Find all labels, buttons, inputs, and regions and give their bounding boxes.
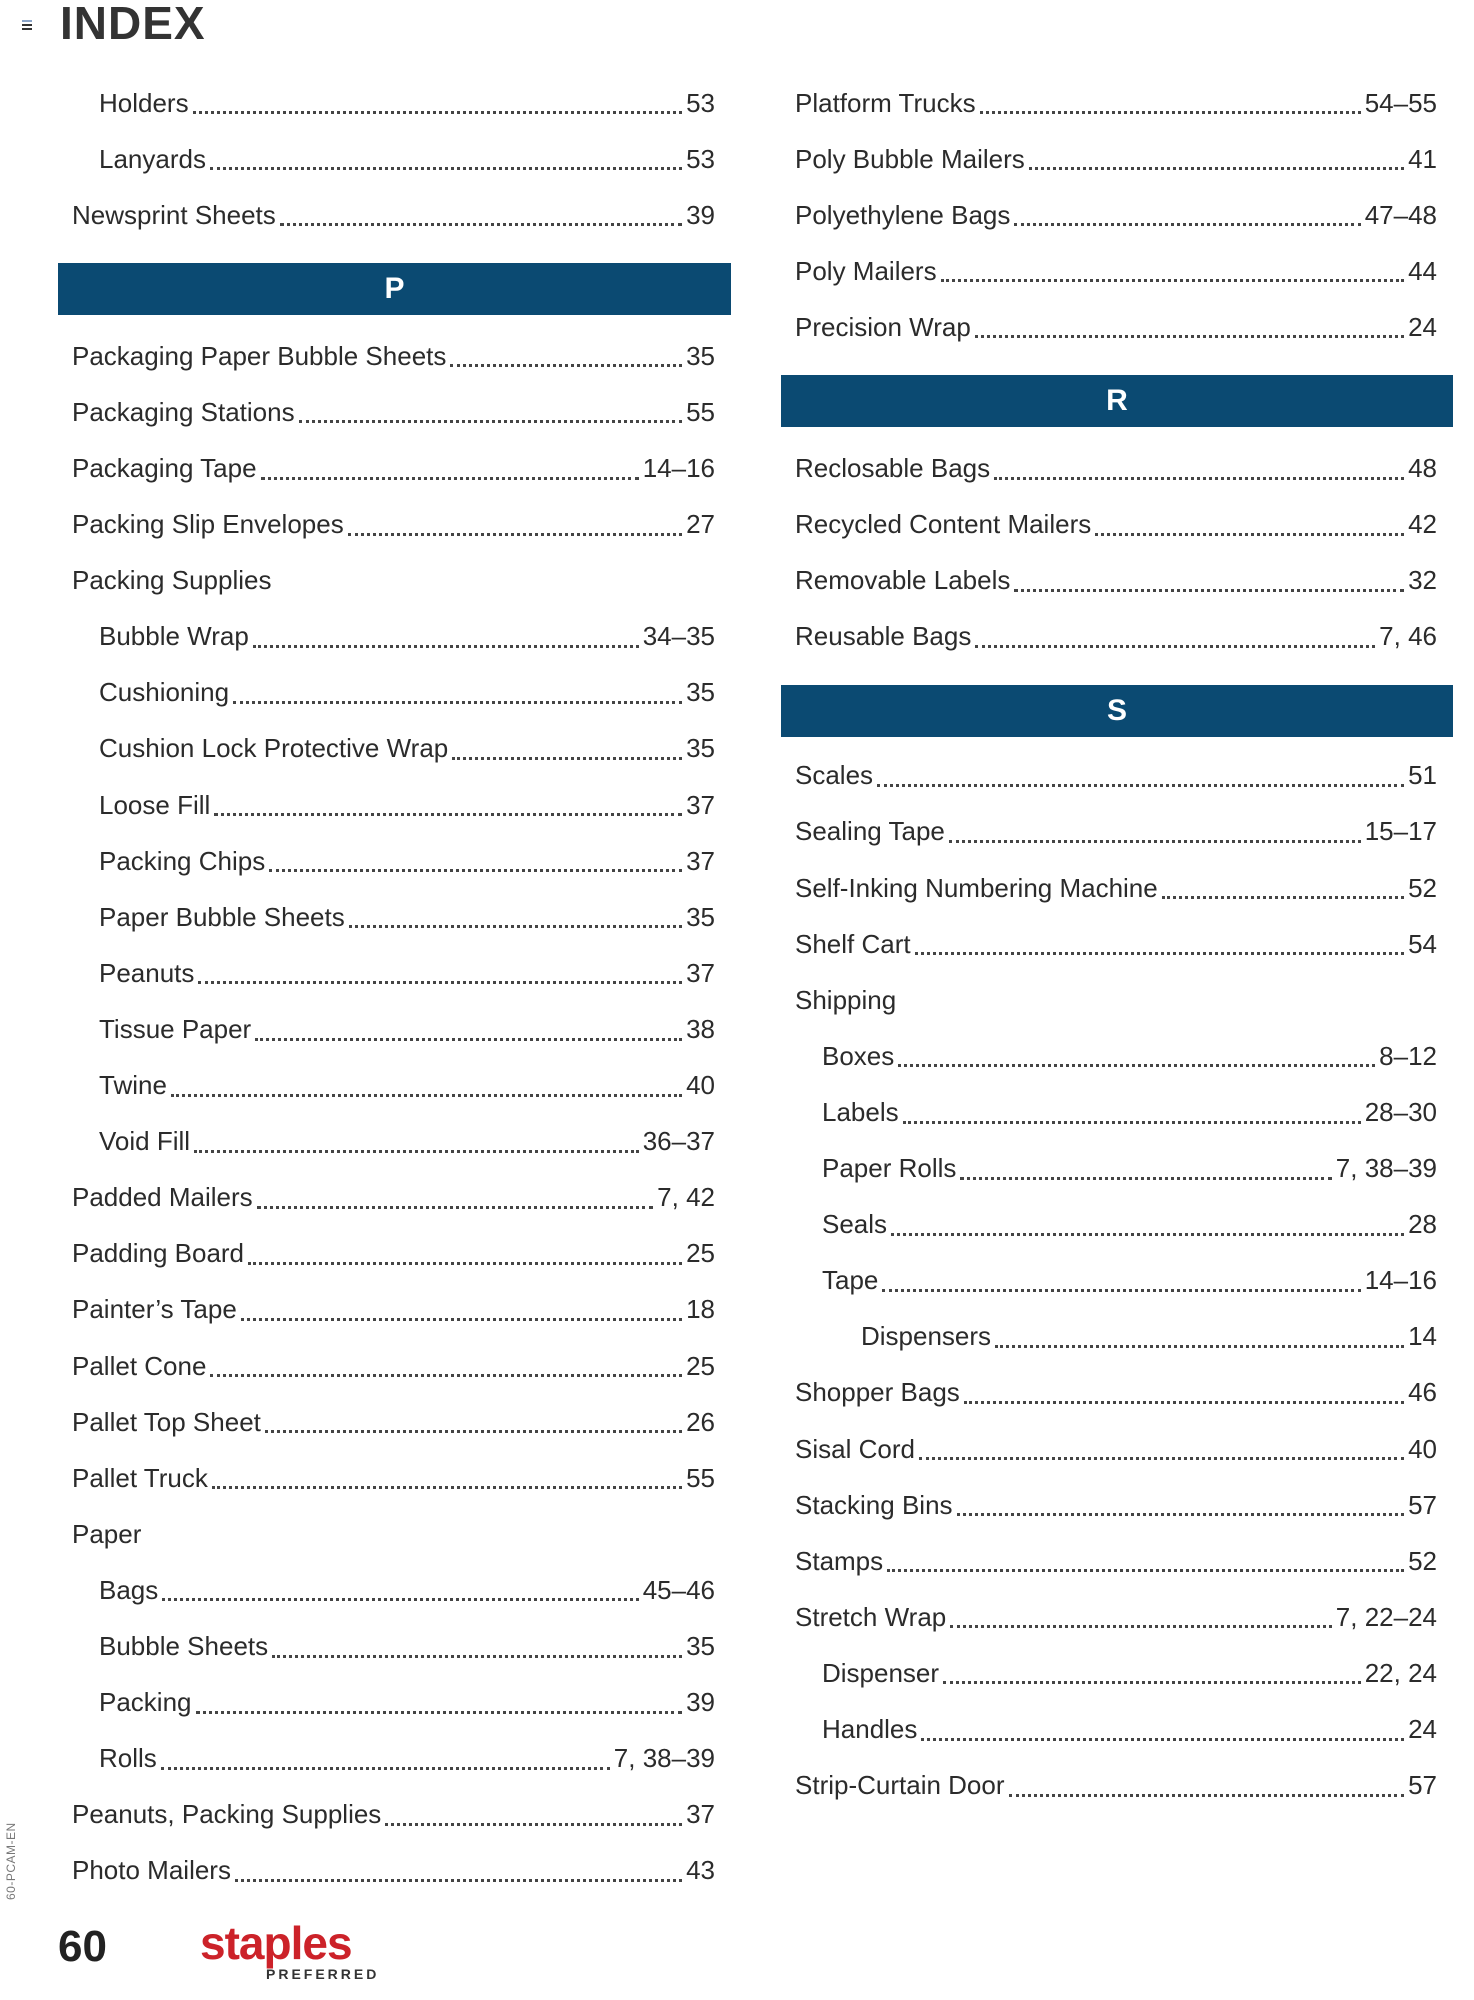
entry-label: Cushioning: [99, 677, 230, 708]
entry-page: 53: [686, 143, 715, 174]
index-column-right: [781, 75, 1453, 1814]
entry-label: Poly Mailers: [795, 255, 937, 286]
index-entry: [781, 972, 1453, 1028]
entry-page: 39: [686, 1687, 715, 1718]
index-entry: [58, 1618, 731, 1674]
index-entry: [58, 1506, 731, 1562]
entry-label: Sisal Cord: [795, 1433, 915, 1464]
entry-page: 7, 46: [1379, 621, 1437, 652]
index-entry: [58, 1114, 731, 1170]
entry-page: 15–17: [1364, 816, 1437, 847]
entry-page: 37: [686, 789, 715, 820]
dot-leader: [950, 1625, 1332, 1628]
entry-label: Packaging Tape: [72, 453, 257, 484]
entry-page: 48: [1408, 453, 1437, 484]
dot-leader: [1014, 223, 1360, 226]
section-header-r: R: [781, 375, 1453, 427]
entry-label: Recycled Content Mailers: [795, 509, 1092, 540]
index-entry: [58, 1394, 731, 1450]
dot-leader: [1095, 533, 1404, 536]
entry-label: Cushion Lock Protective Wrap: [99, 733, 449, 764]
index-entry: [58, 187, 731, 243]
entry-page: 26: [686, 1406, 715, 1437]
entry-label: Lanyards: [99, 143, 206, 174]
dot-leader: [265, 1430, 682, 1433]
entry-page: 24: [1408, 1713, 1437, 1744]
dot-leader: [269, 869, 682, 872]
index-entry: [58, 497, 731, 553]
entry-page: 57: [1408, 1770, 1437, 1801]
index-entry: [58, 889, 731, 945]
dot-leader: [171, 1094, 682, 1097]
entry-label: Shelf Cart: [795, 928, 911, 959]
dot-leader: [964, 1401, 1404, 1404]
entry-page: 28–30: [1364, 1096, 1437, 1127]
entry-page: 14: [1408, 1321, 1437, 1352]
dot-leader: [949, 840, 1361, 843]
index-entry: [58, 384, 731, 440]
dot-leader: [162, 1598, 638, 1601]
entry-label: Strip-Curtain Door: [795, 1770, 1005, 1801]
entry-page: 43: [686, 1855, 715, 1886]
entry-label: Painter’s Tape: [72, 1294, 237, 1325]
index-entry: [781, 1197, 1453, 1253]
dot-leader: [882, 1289, 1360, 1292]
dot-leader: [196, 1711, 683, 1714]
index-entry: [781, 497, 1453, 553]
dot-leader: [877, 784, 1404, 787]
entry-page: 54: [1408, 928, 1437, 959]
entry-label: Packing Supplies: [72, 565, 272, 596]
entry-page: 46: [1408, 1377, 1437, 1408]
entry-page: 27: [686, 509, 715, 540]
entry-label: Photo Mailers: [72, 1855, 231, 1886]
index-entry: [58, 1282, 731, 1338]
entry-page: 45–46: [642, 1574, 715, 1605]
dot-leader: [257, 1206, 654, 1209]
entry-label: Newsprint Sheets: [72, 199, 276, 230]
section-header-p: P: [58, 263, 731, 315]
dot-leader: [193, 111, 682, 114]
dot-leader: [941, 279, 1404, 282]
dot-leader: [233, 701, 682, 704]
entry-page: 54–55: [1364, 87, 1437, 118]
entry-page: 52: [1408, 872, 1437, 903]
entry-label: Labels: [822, 1096, 899, 1127]
entry-label: Peanuts, Packing Supplies: [72, 1799, 382, 1830]
entry-page: 36–37: [642, 1126, 715, 1157]
entry-page: 22, 24: [1364, 1657, 1437, 1688]
dot-leader: [261, 477, 639, 480]
document-code: 60-PCAM-EN: [4, 1822, 18, 1900]
dot-leader: [198, 981, 682, 984]
entry-label: Polyethylene Bags: [795, 199, 1011, 230]
index-entry: [781, 1701, 1453, 1757]
entry-label: Packaging Paper Bubble Sheets: [72, 340, 447, 371]
entry-label: Stacking Bins: [795, 1489, 953, 1520]
entry-label: Pallet Cone: [72, 1350, 207, 1381]
entry-label: Shipping: [795, 984, 897, 1015]
entry-page: 35: [686, 1630, 715, 1661]
entry-label: Bags: [99, 1574, 159, 1605]
entry-label: Reusable Bags: [795, 621, 972, 652]
entry-page: 39: [686, 199, 715, 230]
entry-page: 28: [1408, 1209, 1437, 1240]
entry-label: Scales: [795, 760, 874, 791]
dot-leader: [921, 1738, 1404, 1741]
page-number: 60: [58, 1922, 107, 1971]
entry-page: 41: [1408, 143, 1437, 174]
entry-label: Void Fill: [99, 1126, 191, 1157]
dot-leader: [272, 1655, 682, 1658]
index-entry: [781, 1421, 1453, 1477]
entry-page: 35: [686, 340, 715, 371]
entry-page: 14–16: [642, 453, 715, 484]
dot-leader: [348, 533, 682, 536]
dot-leader: [194, 1150, 639, 1153]
entry-label: Bubble Sheets: [99, 1630, 269, 1661]
index-entry: [781, 1084, 1453, 1140]
index-entry: [781, 187, 1453, 243]
index-entry: [781, 1758, 1453, 1814]
entry-label: Peanuts: [99, 957, 195, 988]
dot-leader: [280, 223, 682, 226]
entry-page: 25: [686, 1238, 715, 1269]
index-entry: [781, 1589, 1453, 1645]
dot-leader: [994, 477, 1404, 480]
entry-label: Paper Bubble Sheets: [99, 901, 345, 932]
dot-leader: [253, 645, 639, 648]
entry-page: 24: [1408, 311, 1437, 342]
index-entry: [781, 243, 1453, 299]
entry-page: 7, 38–39: [1335, 1153, 1437, 1184]
entry-label: Seals: [822, 1209, 888, 1240]
dot-leader: [248, 1262, 682, 1265]
dot-leader: [214, 813, 682, 816]
index-entry: [58, 721, 731, 777]
entry-label: Sealing Tape: [795, 816, 945, 847]
index-entry: [58, 945, 731, 1001]
index-entry: [781, 1365, 1453, 1421]
dot-leader: [161, 1767, 610, 1770]
entry-page: 35: [686, 733, 715, 764]
entry-label: Precision Wrap: [795, 311, 971, 342]
menu-icon[interactable]: [22, 20, 32, 30]
index-entry: [781, 1533, 1453, 1589]
entry-page: 44: [1408, 255, 1437, 286]
index-entry: [58, 1562, 731, 1618]
index-entry: [781, 860, 1453, 916]
entry-label: Packing: [99, 1687, 192, 1718]
dot-leader: [212, 1486, 682, 1489]
dot-leader: [919, 1457, 1404, 1460]
index-entry: [781, 804, 1453, 860]
dot-leader: [450, 364, 682, 367]
entry-label: Bubble Wrap: [99, 621, 249, 652]
index-entry: [58, 75, 731, 131]
index-entry: [781, 1253, 1453, 1309]
dot-leader: [385, 1823, 682, 1826]
entry-label: Reclosable Bags: [795, 453, 991, 484]
entry-label: Rolls: [99, 1743, 157, 1774]
entry-page: 7, 22–24: [1335, 1601, 1437, 1632]
entry-label: Packing Slip Envelopes: [72, 509, 344, 540]
index-entry: [58, 1450, 731, 1506]
index-entry: [781, 748, 1453, 804]
entry-page: 51: [1408, 760, 1437, 791]
entry-label: Packing Chips: [99, 845, 266, 876]
index-entry: [58, 131, 731, 187]
index-entry: [781, 299, 1453, 355]
index-entry: [58, 609, 731, 665]
dot-leader: [255, 1038, 682, 1041]
entry-label: Pallet Top Sheet: [72, 1406, 261, 1437]
index-entry: [781, 1141, 1453, 1197]
index-entry: [58, 665, 731, 721]
entry-page: 25: [686, 1350, 715, 1381]
index-entry: [781, 553, 1453, 609]
entry-label: Holders: [99, 87, 189, 118]
entry-label: Boxes: [822, 1040, 895, 1071]
entry-page: 38: [686, 1013, 715, 1044]
dot-leader: [235, 1879, 682, 1882]
dot-leader: [241, 1318, 682, 1321]
entry-label: Twine: [99, 1070, 167, 1101]
entry-label: Dispenser: [822, 1657, 940, 1688]
dot-leader: [299, 420, 682, 423]
entry-label: Paper Rolls: [822, 1153, 957, 1184]
dot-leader: [349, 925, 682, 928]
entry-label: Padded Mailers: [72, 1182, 253, 1213]
entry-page: 52: [1408, 1545, 1437, 1576]
dot-leader: [960, 1177, 1331, 1180]
entry-label: Removable Labels: [795, 565, 1011, 596]
index-entry: [58, 1001, 731, 1057]
index-entry: [58, 1058, 731, 1114]
index-entry: [58, 1731, 731, 1787]
dot-leader: [210, 1374, 682, 1377]
entry-page: 57: [1408, 1489, 1437, 1520]
entry-label: Handles: [822, 1713, 918, 1744]
entry-page: 34–35: [642, 621, 715, 652]
dot-leader: [210, 167, 682, 170]
entry-page: 7, 42: [657, 1182, 715, 1213]
index-entry: [58, 1843, 731, 1899]
index-entry: [781, 1645, 1453, 1701]
dot-leader: [1009, 1794, 1405, 1797]
index-entry: [781, 440, 1453, 496]
entry-label: Tissue Paper: [99, 1013, 252, 1044]
index-entry: [781, 1028, 1453, 1084]
entry-page: 18: [686, 1294, 715, 1325]
index-entry: [781, 1309, 1453, 1365]
index-entry: [781, 609, 1453, 665]
entry-label: Self-Inking Numbering Machine: [795, 872, 1158, 903]
index-entry: [58, 833, 731, 889]
dot-leader: [995, 1345, 1404, 1348]
section-header-s: S: [781, 685, 1453, 737]
index-entry: [58, 1675, 731, 1731]
dot-leader: [903, 1121, 1361, 1124]
entry-page: 55: [686, 396, 715, 427]
entry-label: Dispensers: [861, 1321, 992, 1352]
entry-label: Poly Bubble Mailers: [795, 143, 1025, 174]
page-title: INDEX: [60, 0, 206, 49]
dot-leader: [957, 1513, 1405, 1516]
dot-leader: [887, 1569, 1404, 1572]
dot-leader: [891, 1233, 1404, 1236]
dot-leader: [1162, 896, 1404, 899]
index-entry: [781, 916, 1453, 972]
entry-label: Packaging Stations: [72, 396, 295, 427]
dot-leader: [898, 1064, 1375, 1067]
entry-page: 40: [1408, 1433, 1437, 1464]
entry-page: 37: [686, 1799, 715, 1830]
dot-leader: [943, 1681, 1361, 1684]
index-entry: [58, 1170, 731, 1226]
entry-label: Paper: [72, 1518, 142, 1549]
dot-leader: [915, 952, 1404, 955]
entry-page: 53: [686, 87, 715, 118]
logo-subtitle: PREFERRED: [266, 1966, 380, 1982]
index-entry: [58, 328, 731, 384]
entry-page: 37: [686, 845, 715, 876]
index-column-left: [58, 75, 731, 1899]
entry-label: Stamps: [795, 1545, 884, 1576]
dot-leader: [980, 111, 1361, 114]
entry-page: 32: [1408, 565, 1437, 596]
dot-leader: [452, 757, 682, 760]
entry-label: Tape: [822, 1265, 879, 1296]
index-entry: [58, 553, 731, 609]
index-entry: [58, 1226, 731, 1282]
index-entry: [58, 777, 731, 833]
entry-page: 35: [686, 677, 715, 708]
index-entry: [781, 131, 1453, 187]
index-entry: [58, 1338, 731, 1394]
logo-wordmark: staples: [200, 1917, 352, 1969]
entry-page: 37: [686, 957, 715, 988]
index-entry: [781, 75, 1453, 131]
entry-page: 8–12: [1379, 1040, 1437, 1071]
entry-page: 35: [686, 901, 715, 932]
entry-page: 55: [686, 1462, 715, 1493]
staples-preferred-logo: [200, 1917, 390, 1982]
index-entry: [781, 1477, 1453, 1533]
entry-page: 47–48: [1364, 199, 1437, 230]
entry-label: Loose Fill: [99, 789, 211, 820]
index-entry: [58, 1787, 731, 1843]
dot-leader: [1014, 589, 1404, 592]
dot-leader: [975, 335, 1404, 338]
entry-label: Pallet Truck: [72, 1462, 208, 1493]
entry-page: 14–16: [1364, 1265, 1437, 1296]
entry-page: 42: [1408, 509, 1437, 540]
dot-leader: [975, 645, 1375, 648]
entry-label: Platform Trucks: [795, 87, 976, 118]
entry-label: Padding Board: [72, 1238, 245, 1269]
dot-leader: [1029, 167, 1404, 170]
index-entry: [58, 440, 731, 496]
entry-label: Shopper Bags: [795, 1377, 960, 1408]
entry-page: 7, 38–39: [613, 1743, 715, 1774]
entry-label: Stretch Wrap: [795, 1601, 947, 1632]
entry-page: 40: [686, 1070, 715, 1101]
